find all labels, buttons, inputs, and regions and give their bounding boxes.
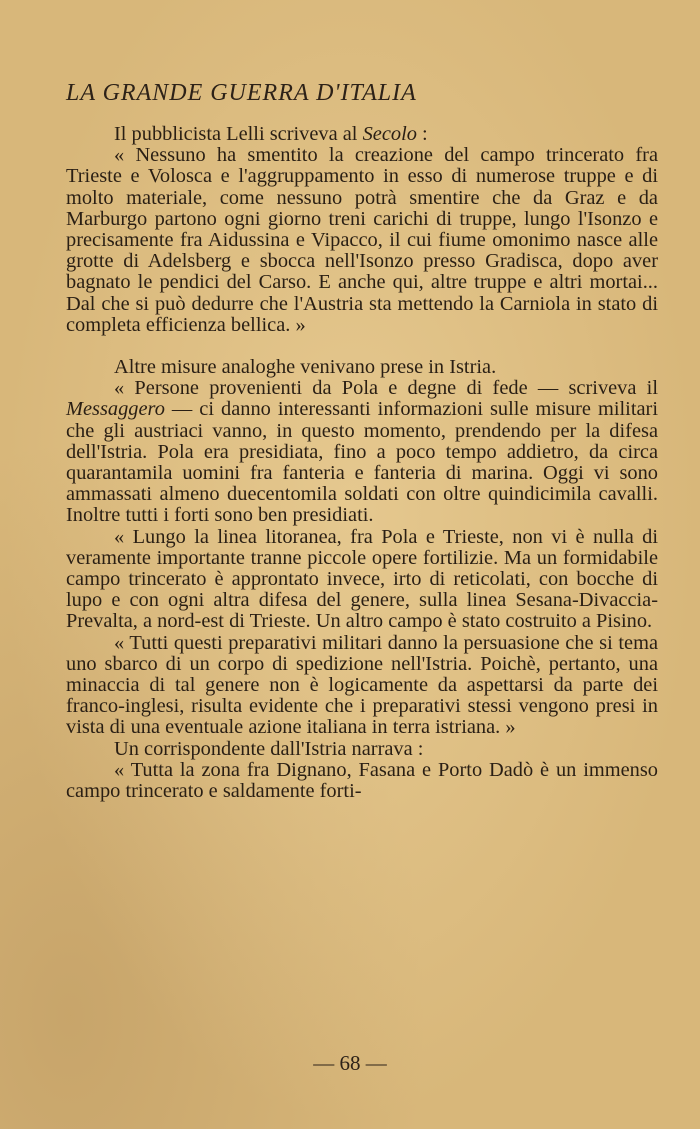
page-number: — 68 —	[313, 1051, 387, 1075]
running-title: LA GRANDE GUERRA D'ITALIA	[66, 80, 417, 106]
paragraph: « Nessuno ha smentito la creazione del campo trincerato fra Trieste e Volosca e l'aggruppamento in esso di numerose truppe e di molto materiale, come nessuno potrà smentire che da Graz e da Marburgo partono ogni giorno treni carichi di truppe, lungo l'Isonzo e precisamente fra Aidussina e Vipacco, il cui fiume omonimo nasce alle grotte di Adelsberg e sbocca nell'Isonzo presso Gradisca, dopo aver bagnato le pendici del Carso. E anche qui, altre truppe e altri mortai... Dal che si può dedurre che l'Austria sta mettendo la Carniola in stato di completa efficienza bellica. »	[66, 144, 658, 336]
newspaper-title: Messaggero	[66, 398, 165, 421]
newspaper-title: Secolo	[362, 123, 417, 145]
paragraph: « Tutti questi preparativi militari danno la persuasione che si tema uno sbarco di un corpo di spedizione nell'Istria. Poichè, pertanto, una minaccia di tal genere non è logicamente da aspettarsi da parte dei franco-inglesi, risulta evidente che i preparativi stessi vengono presi in vista di una eventuale azione italiana in terra istriana. »	[66, 631, 658, 739]
paragraph: Un corrispondente dall'Istria narrava :	[114, 737, 424, 760]
paragraph: « Lungo la linea litoranea, fra Pola e Trieste, non vi è nulla di veramente importante tranne piccole opere fortilizie. Ma un formidabile campo trincerato è approntato invece, irto di reticolati, con bocche di lupo e con ogni altra difesa del genere, sulla linea Sesana-Divaccia-Prevalta, a nord-est di Trieste. Un altro campo è stato costruito a Pisino.	[66, 525, 658, 633]
paragraph: « Tutta la zona fra Dignano, Fasana e Porto Dadò è un immenso campo trincerato e saldamente forti-	[66, 758, 658, 803]
paragraph: Altre misure analoghe venivano prese in Istria.	[114, 356, 497, 379]
paragraph: « Persone provenienti da Pola e degne di fede — scriveva il Messaggero — ci danno interessanti informazioni sulle misure militari che gli austriaci vanno, in questo momento, prendendo per la difesa dell'Istria. Pola era presidiata, fino a poco tempo addietro, da circa quarantamila uomini fra fanteria e fanteria di marina. Oggi vi sono ammassati almeno duecentomila soldati con oltre quindicimila cavalli. Inoltre tutti i forti sono ben presidiati.	[66, 377, 658, 527]
page-body	[66, 124, 658, 802]
paragraph: Il pubblicista Lelli scriveva al Secolo :	[114, 123, 428, 145]
